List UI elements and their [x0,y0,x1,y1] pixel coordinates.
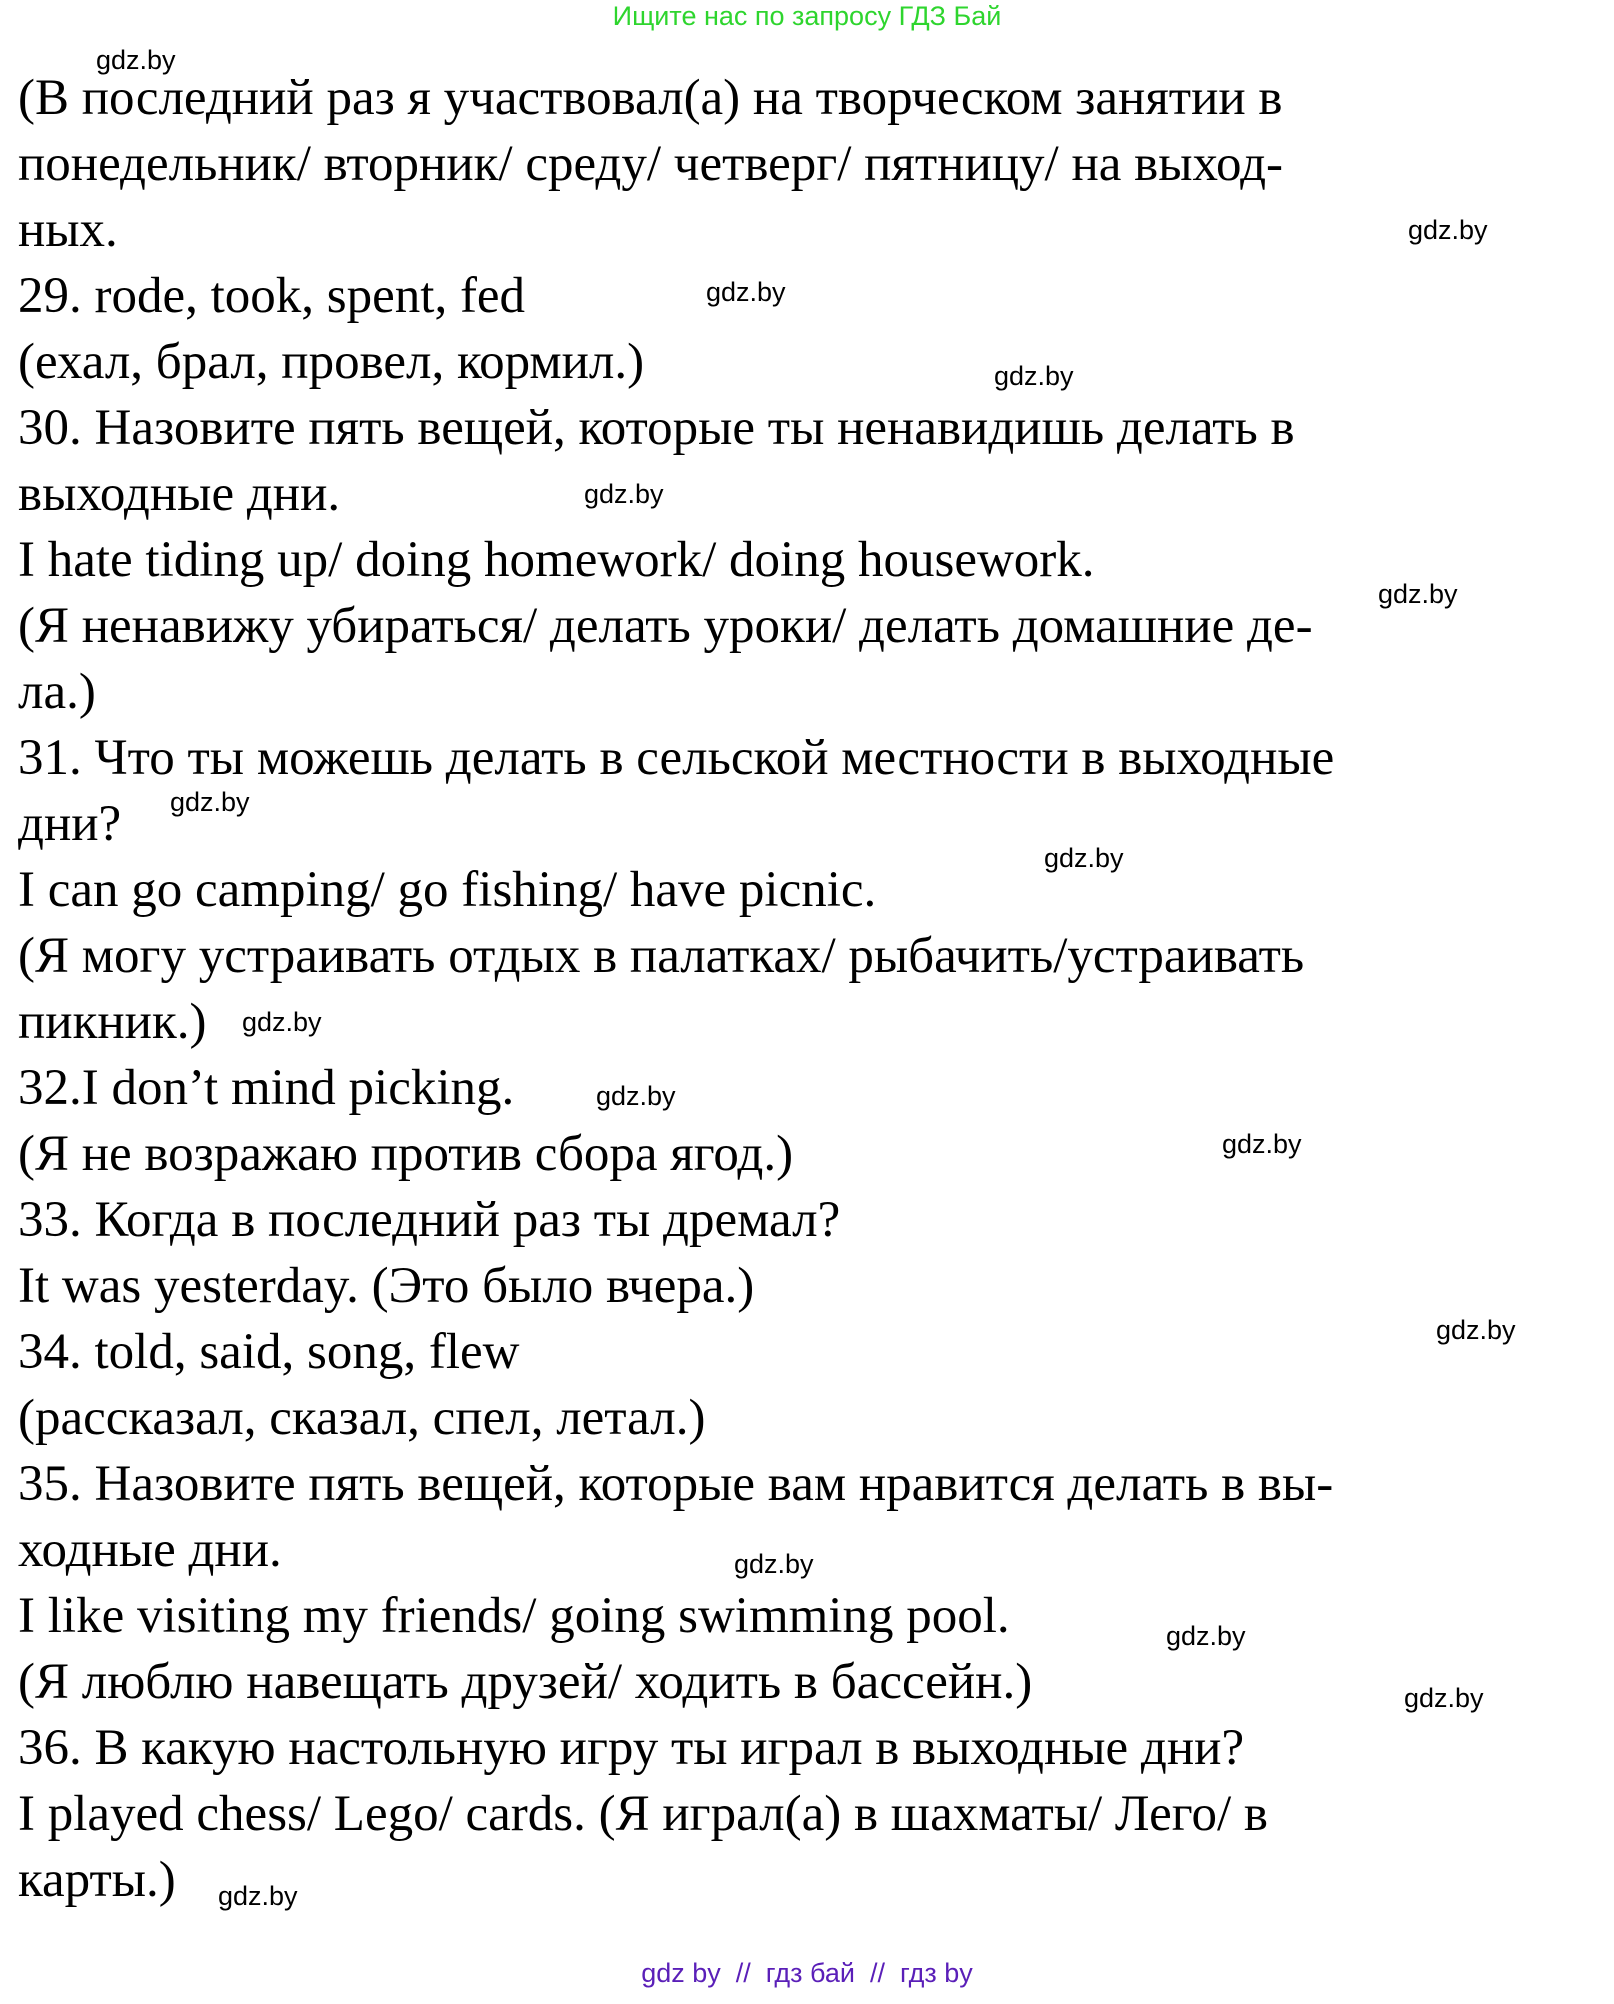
text-line: 36. В какую настольную игру ты играл в выходные дни? [18,1720,1245,1776]
text-line: I hate tiding up/ doing homework/ doing housework. [18,532,1095,588]
watermark: gdz.by [218,1881,298,1911]
watermark: gdz.by [596,1081,676,1111]
text-line: карты.) [18,1852,176,1908]
watermark: gdz.by [170,787,250,817]
top-banner: Ищите нас по запросу ГДЗ Бай [612,1,1002,31]
text-line: 29. rode, took, spent, fed [18,268,526,324]
text-line: дни? [18,796,122,852]
watermark: gdz.by [994,361,1074,391]
watermark: gdz.by [1408,215,1488,245]
text-line: (ехал, брал, провел, кормил.) [18,334,645,390]
text-line: (рассказал, сказал, спел, летал.) [18,1390,706,1446]
watermark: gdz.by [242,1007,322,1037]
text-line: ных. [18,202,118,258]
text-line: выходные дни. [18,466,341,522]
text-line: It was yesterday. (Это было вчера.) [18,1258,755,1314]
text-line: I like visiting my friends/ going swimming pool. [18,1588,1010,1644]
text-line: I can go camping/ go fishing/ have picnic. [18,862,877,918]
text-line: ла.) [18,664,96,720]
text-line: 34. told, said, song, flew [18,1324,520,1380]
text-line: (Я люблю навещать друзей/ ходить в бассейн.) [18,1654,1033,1710]
text-line: понедельник/ вторник/ среду/ четверг/ пятницу/ на выход- [18,136,1284,192]
text-line: 30. Назовите пять вещей, которые ты ненавидишь делать в [18,400,1295,456]
text-line: (Я не возражаю против сбора ягод.) [18,1126,794,1182]
watermark: gdz.by [1222,1129,1302,1159]
text-line: ходные дни. [18,1522,282,1578]
text-line: 33. Когда в последний раз ты дремал? [18,1192,841,1248]
text-line: (Я ненавижу убираться/ делать уроки/ делать домашние де- [18,598,1313,654]
watermark: gdz.by [1378,579,1458,609]
text-line: (В последний раз я участвовал(а) на творческом занятии в [18,70,1283,126]
watermark: gdz.by [584,479,664,509]
watermark: gdz.by [96,45,176,75]
watermark: gdz.by [1404,1683,1484,1713]
text-line: 31. Что ты можешь делать в сельской местности в выходные [18,730,1335,786]
watermark: gdz.by [1436,1315,1516,1345]
text-line: I played chess/ Lego/ cards. (Я играл(а) в шахматы/ Лего/ в [18,1786,1268,1842]
watermark: gdz.by [706,277,786,307]
watermark: gdz.by [1166,1621,1246,1651]
footer-links: gdz by // гдз бай // гдз by [641,1958,973,1988]
watermark: gdz.by [1044,843,1124,873]
text-line: пикник.) [18,994,207,1050]
watermark: gdz.by [734,1549,814,1579]
text-line: 35. Назовите пять вещей, которые вам нравится делать в вы- [18,1456,1334,1512]
text-line: 32.I don’t mind picking. [18,1060,515,1116]
text-line: (Я могу устраивать отдых в палатках/ рыбачить/устраивать [18,928,1305,984]
